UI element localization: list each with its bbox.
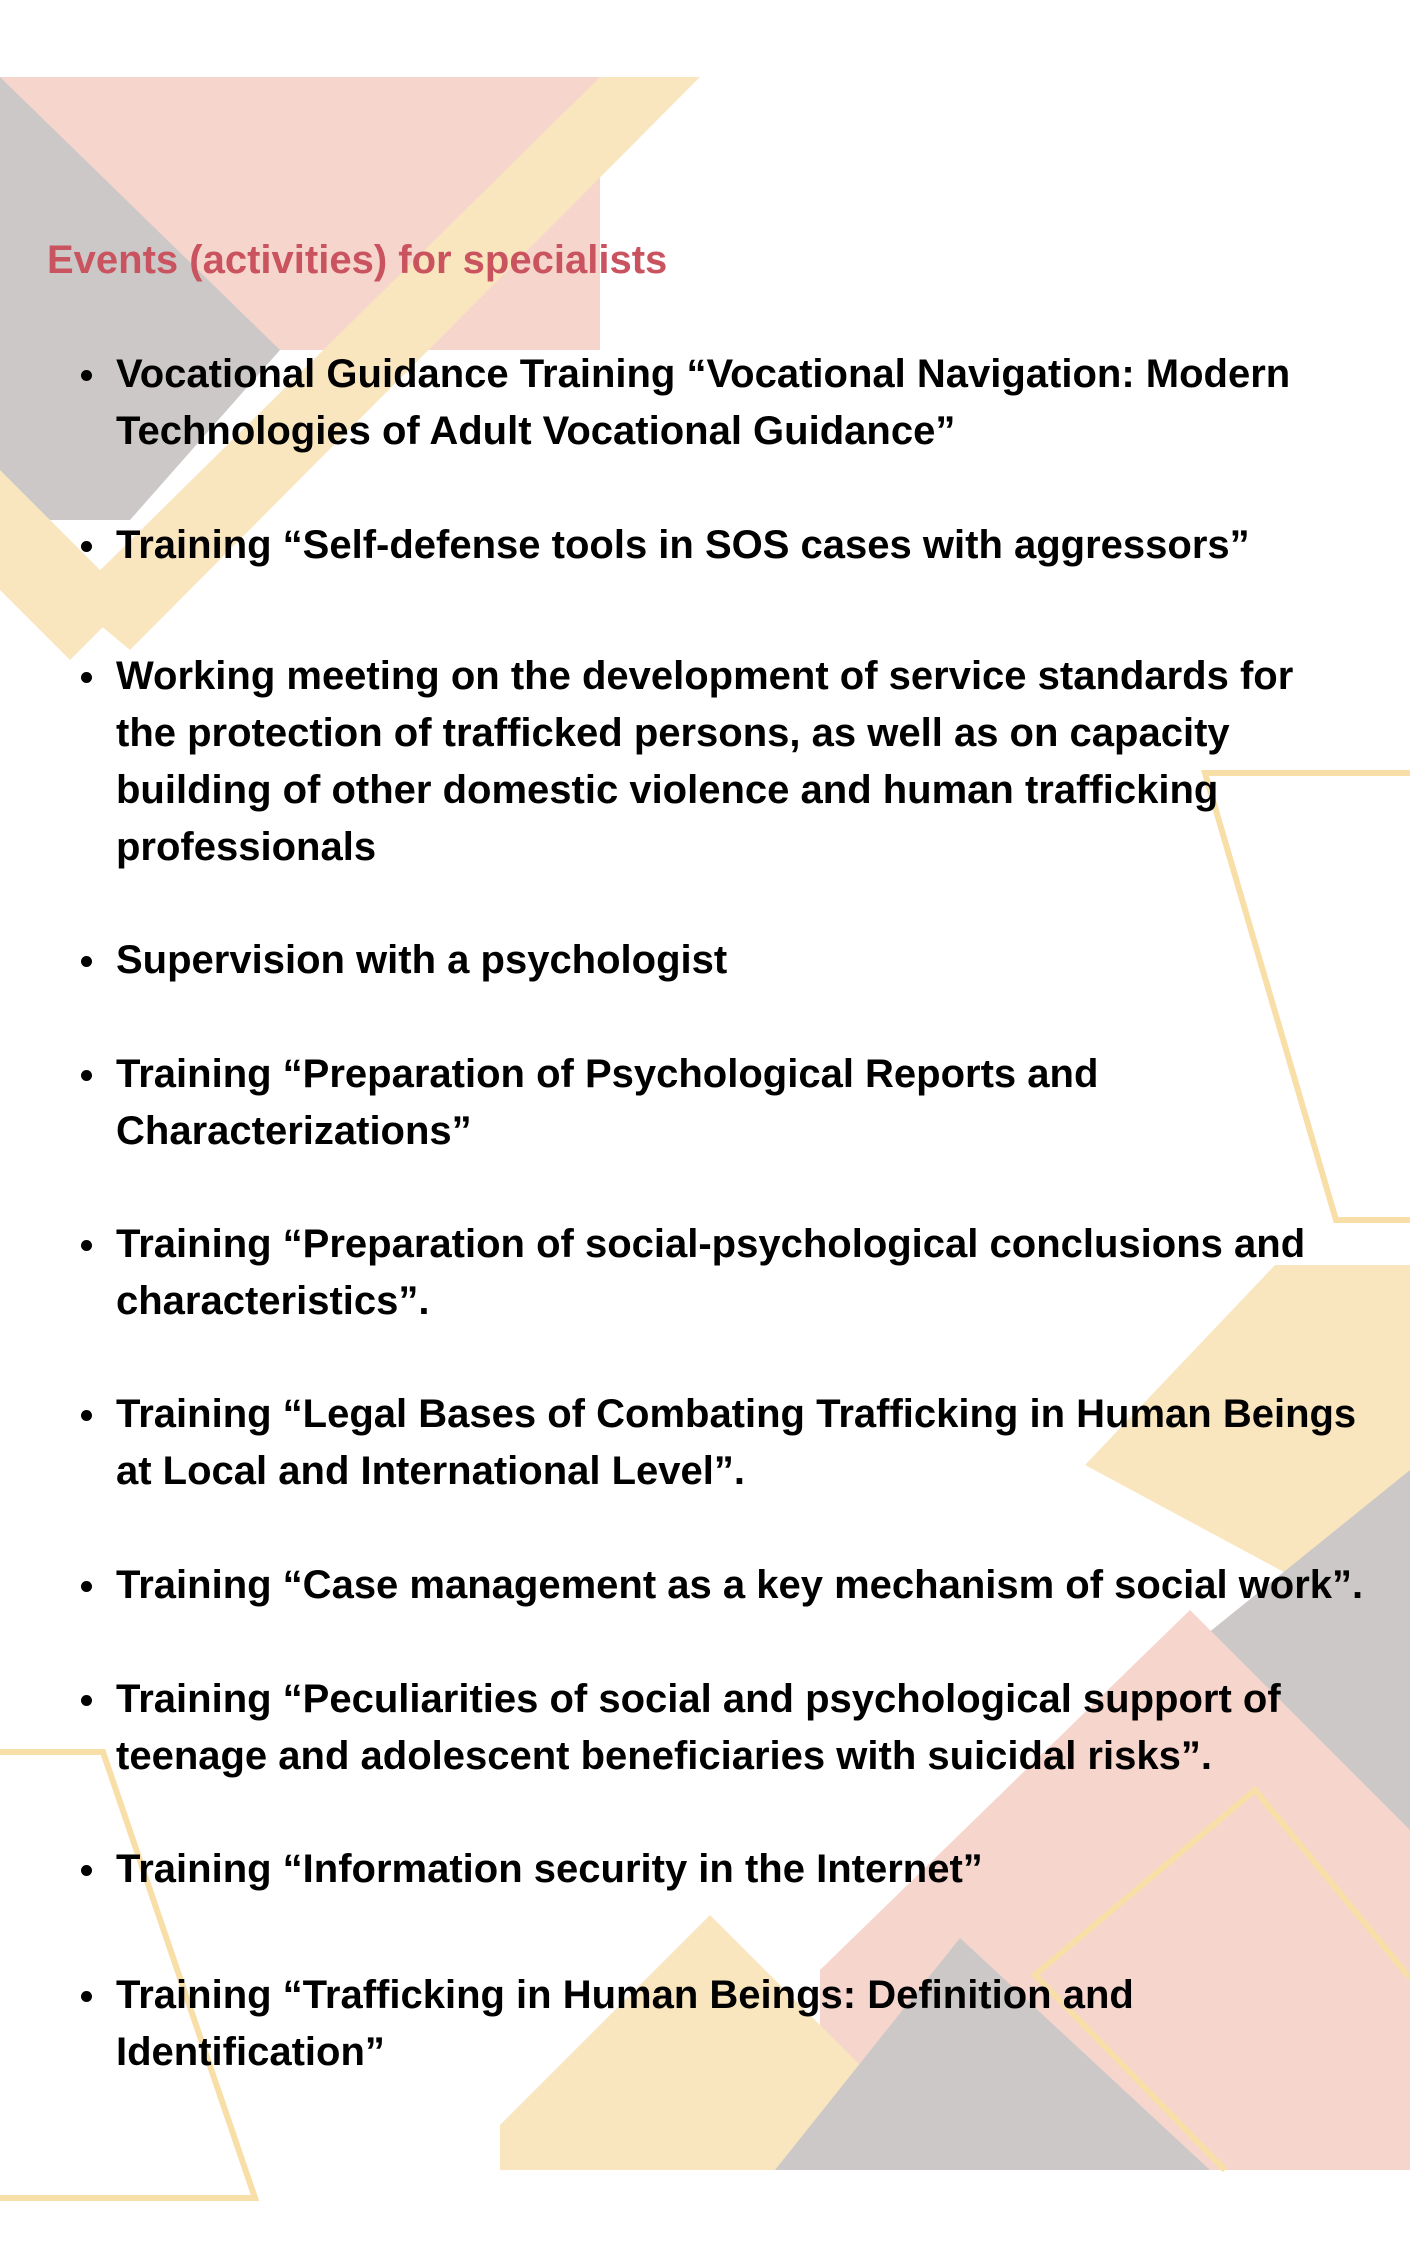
event-item: Training “Case management as a key mechanism of social work”. [116, 1557, 1406, 1614]
event-item: Training “Legal Bases of Combating Trafficking in Human Beings at Local and International Level”. [116, 1386, 1391, 1500]
event-item: Training “Peculiarities of social and psychological support of teenage and adolescent beneficiaries with suicidal risks”. [116, 1671, 1346, 1785]
event-item: Supervision with a psychologist [116, 932, 1346, 989]
event-item: Training “Preparation of Psychological Reports and Characterizations” [116, 1046, 1176, 1160]
event-item: Training “Trafficking in Human Beings: Definition and Identification” [116, 1967, 1216, 2081]
event-item: Working meeting on the development of service standards for the protection of trafficked persons, as well as on capacity building of other domestic violence and human trafficking professionals [116, 648, 1346, 876]
event-item: Training “Preparation of social-psychological conclusions and characteristics”. [116, 1216, 1346, 1330]
event-item: Training “Self-defense tools in SOS cases with aggressors” [116, 517, 1346, 574]
event-item: Vocational Guidance Training “Vocational Navigation: Modern Technologies of Adult Vocational Guidance” [116, 346, 1346, 460]
event-item: Training “Information security in the Internet” [116, 1841, 1346, 1898]
section-heading: Events (activities) for specialists [47, 238, 668, 282]
